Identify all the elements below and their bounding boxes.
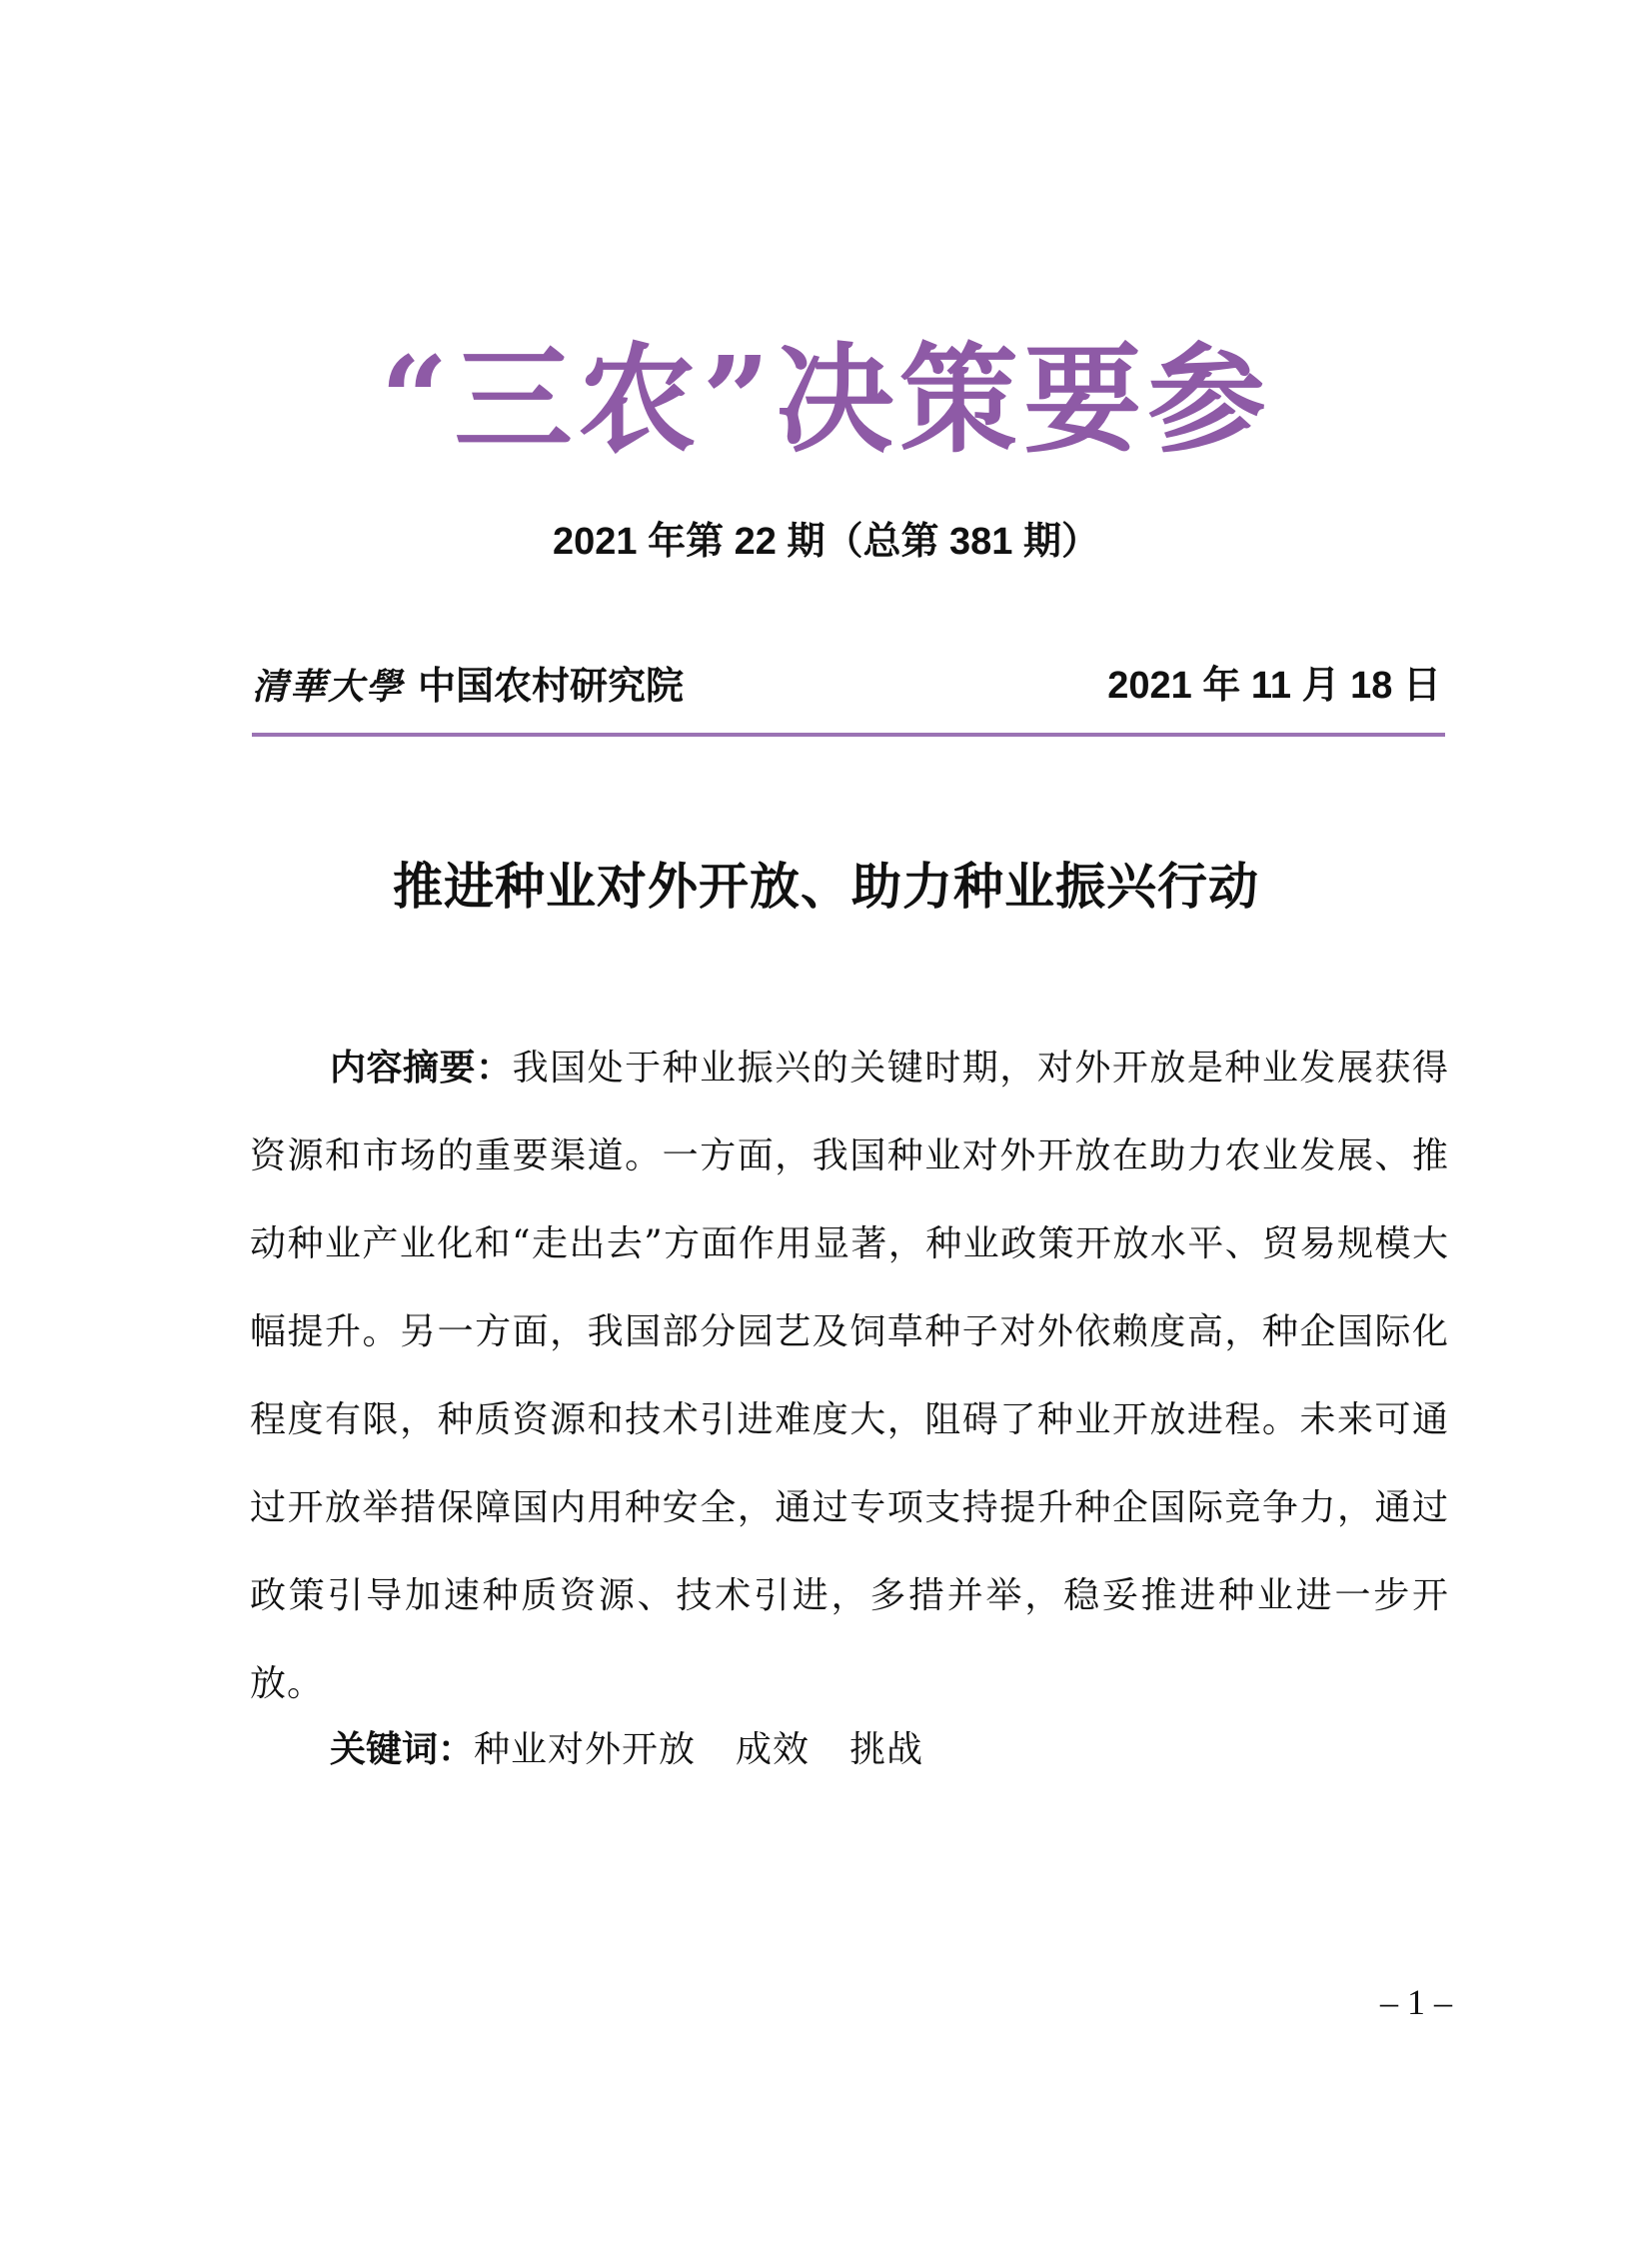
keywords-label: 关键词： [330,1729,475,1770]
header-row [252,656,1441,716]
abstract [250,1025,1449,1728]
keyword: 种业对外开放 [474,1729,697,1770]
header-divider [252,733,1445,737]
keywords [330,1715,963,1785]
institute-name: 中国农村研究院 [418,663,685,708]
abstract-text: 我国处于种业振兴的关键时期，对外开放是种业发展获得资源和市场的重要渠道。一方面，我国种业对外开放在助力农业发展、推动种业产业化和“走出去”方面作用显著，种业政策开放水平、贸易规模大幅提升。另一方面，我国部分园艺及饲草种子对外依赖度高，种企国际化程度有限，种质资源和技术引进难度大，阻碍了种业开放进程。未来可通过开放举措保障国内用种安全，通过专项支持提升种企国际竞争力，通过政策引导加速种质资源、技术引进，多措并举，稳妥推进种业进一步开放。 [250,1048,1449,1704]
keyword: 挑战 [849,1729,924,1770]
masthead-title: “三农”决策要参 [380,330,1272,469]
keyword: 成效 [736,1729,811,1770]
article-title: 推进种业对外开放、助力种业振兴行动 [393,857,1259,916]
issue-number: 2021 年第 22 期（总第 381 期） [553,521,1099,563]
abstract-label: 内容摘要： [330,1048,513,1089]
page-number: – 1 – [1380,1982,1452,2022]
publish-date: 2021 年 11 月 18 日 [1107,665,1441,707]
organization [252,656,684,724]
tsinghua-logo: 清華大學 [252,666,405,708]
